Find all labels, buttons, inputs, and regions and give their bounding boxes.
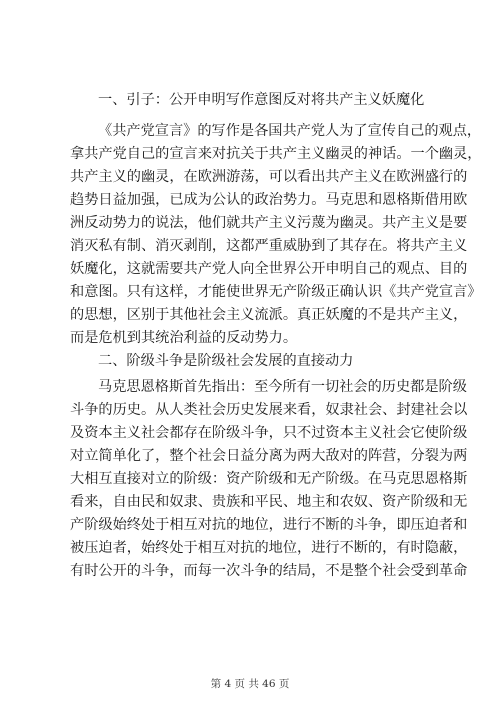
- paragraph-2-line-4: 对立简单化了，整个社会日益分离为两大敌对的阵营，分裂为两: [70, 448, 468, 464]
- paragraph-2-line-6: 看来，自由民和奴隶、贵族和平民、地主和农奴、资产阶级和无: [70, 494, 468, 510]
- paragraph-1-line-6: 消灭私有制、消灭剥削，这都严重威胁到了其存在。将共产主义: [70, 238, 468, 254]
- paragraph-2-line-8: 被压迫者，始终处于相互对抗的地位，进行不断的，有时隐蔽，: [70, 540, 468, 556]
- paragraph-1-line-9: 的思想，区别于其他社会主义流派。真正妖魔的不是共产主义，: [70, 307, 468, 323]
- paragraph-2-line-1: 马克思恩格斯首先指出：至今所有一切社会的历史都是阶级: [98, 379, 467, 395]
- paragraph-2-line-3: 及资本主义社会都存在阶级斗争，只不过资本主义社会它使阶级: [70, 425, 468, 441]
- paragraph-1-line-8: 和意图。只有这样，才能使世界无产阶级正确认识《共产党宣言》: [70, 284, 482, 300]
- paragraph-1-line-4: 趋势日益加强，已成为公认的政治势力。马克思和恩格斯借用欧: [70, 192, 468, 208]
- paragraph-2-line-2: 斗争的历史。从人类社会历史发展来看，奴隶社会、封建社会以: [70, 402, 468, 418]
- paragraph-2-line-7: 产阶级始终处于相互对抗的地位，进行不断的斗争，即压迫者和: [70, 517, 468, 533]
- paragraph-1-line-10: 而是危机到其统治利益的反动势力。: [70, 330, 298, 346]
- paragraph-1-line-2: 拿共产党自己的宣言来对抗关于共产主义幽灵的神话。一个幽灵，: [70, 146, 482, 162]
- paragraph-1-line-3: 共产主义的幽灵，在欧洲游荡，可以看出共产主义在欧洲盛行的: [70, 169, 468, 185]
- paragraph-1-line-5: 洲反动势力的说法，他们就共产主义污蔑为幽灵。共产主义是要: [70, 215, 468, 231]
- paragraph-1-line-7: 妖魔化，这就需要共产党人向全世界公开申明自己的观点、目的: [70, 261, 468, 277]
- paragraph-2-line-9: 有时公开的斗争，而每一次斗争的结局，不是整个社会受到革命: [70, 563, 468, 579]
- section-heading-1: 一、引子：公开申明写作意图反对将共产主义妖魔化: [98, 92, 425, 108]
- page-number-footer: 第 4 页 共 46 页: [210, 678, 290, 690]
- paragraph-1-line-1: 《共产党宣言》的写作是各国共产党人为了宣传自己的观点，: [98, 123, 482, 139]
- paragraph-2-line-5: 大相互直接对立的阶级：资产阶级和无产阶级。在马克思恩格斯: [70, 471, 468, 487]
- section-heading-2: 二、阶级斗争是阶级社会发展的直接动力: [98, 353, 354, 369]
